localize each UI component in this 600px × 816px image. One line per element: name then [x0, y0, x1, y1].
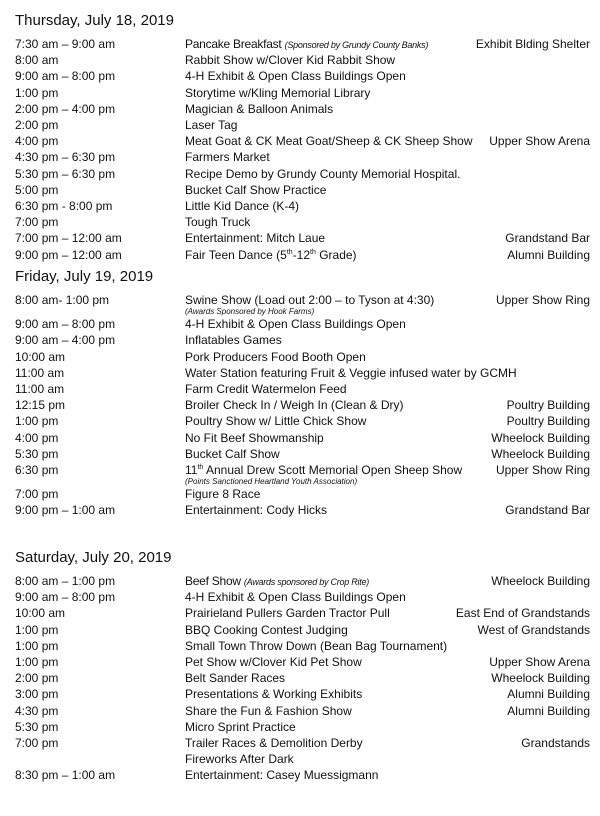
sponsor-note: (Awards sponsored by Crop Rite) [243, 577, 370, 587]
event-name-text: 4-H Exhibit & Open Class Buildings Open [185, 69, 406, 84]
event-location: Grandstands [521, 736, 590, 750]
event-name-text: Pet Show w/Clover Kid Pet Show [185, 655, 362, 669]
event-time: 2:00 pm – 4:00 pm [15, 101, 116, 116]
schedule-row [0, 247, 600, 263]
event-location: East End of Grandstands [455, 606, 590, 621]
event-name-text: Laser Tag [185, 118, 238, 132]
event-name-text: Beef Show [185, 574, 241, 588]
event-name [185, 573, 369, 590]
event-time: 10:00 am [15, 349, 66, 364]
event-name [185, 365, 517, 381]
event-time: 5:30 pm [15, 719, 59, 734]
event-name-text: Entertainment: Mitch Laue [185, 231, 326, 246]
schedule-row [0, 381, 600, 397]
event-name-text: Recipe Demo by Grundy County Memorial Hospital. [185, 166, 461, 181]
event-name [185, 413, 366, 429]
schedule-row [0, 36, 600, 52]
event-time: 7:00 pm [15, 215, 59, 230]
event-time: 7:00 pm [15, 487, 59, 502]
event-name [185, 430, 324, 446]
event-name-text: BBQ Cooking Contest Judging [185, 622, 348, 637]
event-time: 8:00 am [15, 53, 59, 68]
event-time: 12:15 pm [15, 398, 66, 413]
schedule-row [0, 670, 600, 686]
event-name-text: Trailer Races & Demolition Derby [185, 736, 363, 750]
event-location: West of Grandstands [477, 622, 590, 637]
schedule-row [0, 686, 600, 702]
event-name [185, 735, 363, 751]
ordinal-suffix: th [310, 248, 316, 256]
event-location: Alumni Building [507, 247, 590, 262]
event-time: 4:30 pm [15, 703, 59, 718]
event-location: Grandstand Bar [505, 231, 590, 246]
event-name-text: Entertainment: Cody Hicks [185, 503, 328, 518]
event-name-text: Meat Goat & CK Meat Goat/Sheep & CK Sheep Show [185, 134, 473, 149]
schedule-row [0, 767, 600, 783]
schedule-row [0, 198, 600, 214]
schedule-row [0, 149, 600, 165]
event-time: 1:00 pm [15, 655, 59, 669]
schedule-row [0, 502, 600, 518]
event-location: Grandstand Bar [505, 503, 590, 518]
event-time: 5:00 pm [15, 182, 59, 197]
event-time: 7:30 am – 9:00 am [15, 37, 116, 51]
event-name-text: Entertainment: Casey Muessigmann [185, 768, 379, 783]
event-name-text: Figure 8 Race [185, 487, 261, 502]
event-time: 9:00 am – 8:00 pm [15, 69, 116, 84]
event-time: 10:00 am [15, 606, 66, 621]
event-name-text: 4-H Exhibit & Open Class Buildings Open [185, 317, 406, 332]
schedule-row [0, 230, 600, 246]
event-name [185, 446, 280, 462]
ordinal-suffix: th [197, 464, 204, 471]
event-name [185, 332, 282, 348]
event-name-text: Belt Sander Races [185, 671, 286, 686]
event-location: Wheelock Building [491, 446, 590, 461]
event-name-part: 11 [185, 463, 198, 477]
sponsor-note: (Points Sanctioned Heartland Youth Association) [185, 477, 358, 487]
event-location: Exhibit Blding Shelter [475, 37, 590, 51]
event-time: 9:00 am – 8:00 pm [15, 317, 116, 332]
event-name [185, 719, 296, 735]
event-name-text: Micro Sprint Practice [185, 719, 296, 734]
schedule-row [0, 751, 600, 767]
event-name-text: Bucket Calf Show Practice [185, 182, 327, 197]
schedule-row [0, 182, 600, 198]
ordinal-suffix: th [286, 248, 293, 256]
event-name [185, 85, 370, 101]
event-name [185, 462, 462, 478]
event-name-text: Tough Truck [185, 215, 251, 230]
event-name [185, 589, 406, 605]
event-location: Upper Show Ring [495, 293, 590, 307]
schedule-row [0, 52, 600, 68]
schedule-row [0, 735, 600, 751]
event-name [185, 68, 406, 84]
event-name [185, 654, 362, 670]
event-name-text: Pork Producers Food Booth Open [185, 349, 366, 364]
event-name-text: Storytime w/Kling Memorial Library [185, 85, 371, 100]
event-time: 6:30 pm [15, 463, 59, 477]
event-name [185, 292, 434, 308]
day-heading: Thursday, July 18, 2019 [15, 12, 174, 29]
event-time: 1:00 pm [15, 85, 59, 100]
schedule-row [0, 703, 600, 719]
event-location: Wheelock Building [491, 671, 590, 686]
event-name-text: Magician & Balloon Animals [185, 101, 334, 116]
schedule-row [0, 589, 600, 605]
event-name [185, 767, 378, 783]
event-name [185, 166, 460, 182]
schedule-row [0, 68, 600, 84]
event-name [185, 622, 348, 638]
event-name-text: Rabbit Show w/Clover Kid Rabbit Show [185, 53, 396, 68]
event-name-text: Presentations & Working Exhibits [185, 687, 363, 702]
event-name [185, 133, 473, 149]
event-time: 1:00 pm [15, 622, 59, 637]
schedule-row [0, 462, 600, 478]
schedule-row [0, 430, 600, 446]
day-heading: Friday, July 19, 2019 [15, 268, 154, 285]
schedule-row [0, 605, 600, 621]
event-name-text: Little Kid Dance (K-4) [185, 199, 300, 213]
event-time: 1:00 pm [15, 414, 59, 429]
schedule-row [0, 214, 600, 230]
schedule-row [0, 85, 600, 101]
schedule-row [0, 622, 600, 638]
event-name-part: Annual Drew Scott Memorial Open Sheep Show [203, 463, 463, 477]
event-name [185, 670, 285, 686]
event-location: Upper Show Arena [489, 134, 590, 149]
event-name [185, 52, 395, 68]
event-name-part: -12 [292, 247, 311, 262]
sponsor-note: (Sponsored by Grundy County Banks) [284, 40, 429, 50]
event-name-text: Water Station featuring Fruit & Veggie infused water by GCMH [185, 365, 517, 380]
event-location: Alumni Building [507, 687, 590, 702]
event-name [185, 605, 390, 621]
event-time: 9:00 pm – 1:00 am [15, 503, 116, 518]
event-name-text: Pancake Breakfast [185, 37, 282, 51]
event-name [185, 36, 428, 53]
event-time: 3:00 pm [15, 687, 59, 702]
event-location: Wheelock Building [491, 430, 590, 445]
event-time: 7:00 pm – 12:00 am [15, 231, 122, 246]
event-time: 9:00 am – 8:00 pm [15, 590, 116, 605]
schedule-row [0, 117, 600, 133]
event-name [185, 198, 299, 214]
event-name-text: 4-H Exhibit & Open Class Buildings Open [185, 590, 406, 605]
schedule-row [0, 365, 600, 381]
event-name [185, 638, 447, 654]
schedule-row [0, 292, 600, 308]
event-time: 9:00 pm – 12:00 am [15, 247, 122, 262]
event-location: Upper Show Ring [495, 463, 590, 477]
schedule-row [0, 316, 600, 332]
schedule-row [0, 446, 600, 462]
event-name [185, 703, 352, 719]
event-name [185, 117, 237, 133]
schedule-row [0, 101, 600, 117]
event-name-text: Farmers Market [185, 150, 270, 165]
schedule-row [0, 413, 600, 429]
event-time: 5:30 pm [15, 446, 59, 461]
schedule-row [0, 573, 600, 589]
schedule-row [0, 486, 600, 502]
event-time: 8:00 am – 1:00 pm [15, 574, 116, 588]
event-time: 4:00 pm [15, 134, 59, 149]
event-name [185, 397, 404, 413]
event-time: 6:30 pm - 8:00 pm [15, 199, 113, 213]
event-name [185, 751, 294, 767]
event-name-text: Prairieland Pullers Garden Tractor Pull [185, 606, 390, 621]
event-name-text: Inflatables Games [185, 333, 282, 348]
event-time: 8:00 am- 1:00 pm [15, 293, 110, 307]
schedule-row [0, 397, 600, 413]
day-heading: Saturday, July 20, 2019 [15, 549, 172, 566]
event-time: 8:30 pm – 1:00 am [15, 768, 116, 783]
event-name [185, 349, 366, 365]
event-name [185, 502, 327, 518]
schedule-row [0, 133, 600, 149]
event-name [185, 316, 406, 332]
event-location: Upper Show Arena [489, 655, 590, 669]
event-name-part: Fair Teen Dance (5 [185, 247, 287, 262]
event-name [185, 214, 250, 230]
event-location: Alumni Building [507, 703, 590, 718]
event-name [185, 686, 362, 702]
event-time: 7:00 pm [15, 736, 59, 750]
schedule-row [0, 654, 600, 670]
event-time: 11:00 am [15, 382, 65, 396]
event-name [185, 486, 260, 502]
event-name-text: Bucket Calf Show [185, 446, 280, 461]
schedule-row [0, 719, 600, 735]
event-name-part: Grade) [315, 247, 357, 262]
event-name-text: Swine Show (Load out 2:00 – to Tyson at 4:30) [185, 293, 435, 307]
event-time: 4:30 pm – 6:30 pm [15, 150, 116, 165]
schedule-row [0, 166, 600, 182]
event-time: 2:00 pm [15, 671, 59, 686]
event-name-text: No Fit Beef Showmanship [185, 430, 324, 445]
schedule-row [0, 638, 600, 654]
event-location: Poultry Building [506, 398, 590, 413]
schedule-row [0, 332, 600, 348]
event-name [185, 247, 357, 263]
event-location: Poultry Building [506, 414, 590, 429]
event-time: 2:00 pm [15, 118, 59, 132]
event-time: 1:00 pm [15, 638, 59, 653]
event-name [185, 101, 333, 117]
event-location: Wheelock Building [491, 574, 590, 588]
event-time: 5:30 pm – 6:30 pm [15, 166, 116, 181]
sponsor-note: (Awards Sponsored by Hook Farms) [185, 307, 315, 317]
event-time: 9:00 am – 4:00 pm [15, 333, 116, 348]
event-time: 4:00 pm [15, 430, 59, 445]
event-name-text: Farm Credit Watermelon Feed [185, 382, 347, 396]
event-name [185, 149, 270, 165]
event-name-text: Poultry Show w/ Little Chick Show [185, 414, 367, 429]
event-name-text: Broiler Check In / Weigh In (Clean & Dry) [185, 398, 404, 413]
event-time: 11:00 am [15, 365, 65, 380]
event-name-text: Small Town Throw Down (Bean Bag Tournament) [185, 638, 448, 653]
event-name [185, 381, 347, 397]
event-name [185, 230, 325, 246]
event-name [185, 182, 326, 198]
event-name-text: Fireworks After Dark [185, 752, 294, 767]
event-name-text: Share the Fun & Fashion Show [185, 703, 352, 718]
schedule-row [0, 349, 600, 365]
